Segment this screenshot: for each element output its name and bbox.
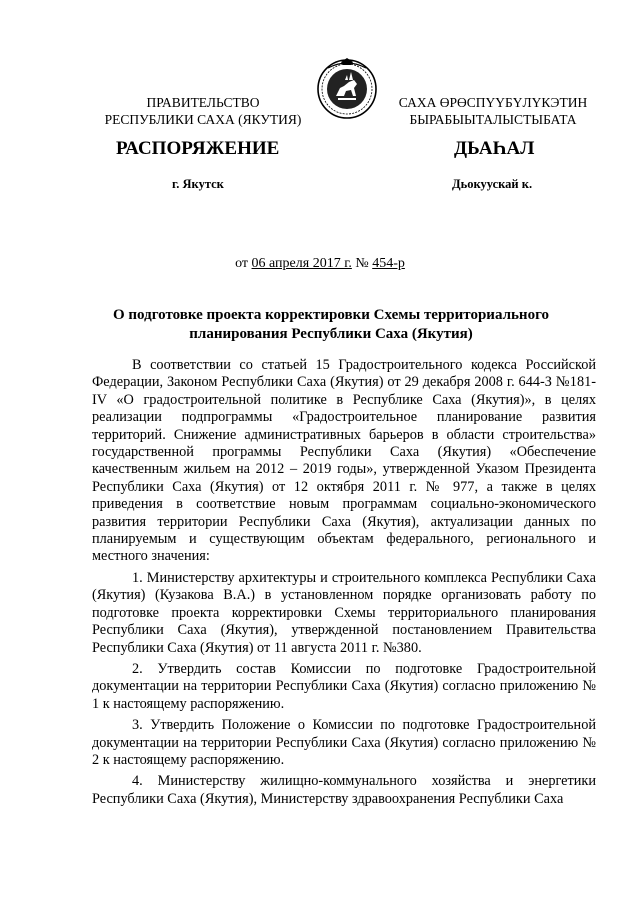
issuer-right xyxy=(378,94,608,128)
paragraph: В соответствии со статьей 15 Градостроительного кодекса Российской Федерации, Законом Республики Саха (Якутия) от 29 декабря 2008 г. 644-З №181-IV «О градостроительной политике в Республике Саха (Якутия)», в целях реализации подпрограммы «Градостроительное планирование развития территорий. Снижение административных барьеров в области строительства» государственной программы Республики Саха (Якутия) «Обеспечение качественным жильем на 2012 – 2019 годы», утвержденной Указом Президента Республики Саха (Якутия) от 12 октября 2011 г. № 977, а также в целях приведения в соответствие новым программам социально-экономического развития территории Республики Саха (Якутия), актуализации данных по планируемым и существующим объектам федерального, регионального и местного значения: xyxy=(92,357,596,565)
order-line xyxy=(0,256,640,272)
order-number: 454-р xyxy=(372,256,405,271)
city-left: г. Якутск xyxy=(172,177,224,191)
paragraph: 1. Министерству архитектуры и строительного комплекса Республики Саха (Якутия) (Кузакова В.А.) в установленном порядке организовать работу по подготовке проекта корректировки Схемы территориального планирования Республики Саха (Якутия), утвержденной постановлением Правительства Республики Саха (Якутия) от 11 августа 2011 г. №380. xyxy=(92,569,596,656)
document-body xyxy=(92,357,596,812)
order-date: 06 апреля 2017 г. xyxy=(251,256,352,271)
order-prefix: от xyxy=(235,256,249,271)
coat-of-arms-icon xyxy=(316,58,378,120)
paragraph: 2. Утвердить состав Комиссии по подготовке Градостроительной документации на территории Республики Саха (Якутия) согласно приложению № 1 к настоящему распоряжению. xyxy=(92,660,596,712)
issuer-left-line1: ПРАВИТЕЛЬСТВО xyxy=(146,95,260,110)
doc-type-right: ДЬАҺАЛ xyxy=(454,138,535,159)
issuer-right-line1: САХА ӨРӨСПҮҮБҮЛҮКЭТИН xyxy=(398,95,588,110)
paragraph: 3. Утвердить Положение о Комиссии по подготовке Градостроительной документации на территории Республики Саха (Якутия) согласно приложению № 2 к настоящему распоряжению. xyxy=(92,717,596,768)
subject-title: О подготовке проекта корректировки Схемы территориального планирования Республики Саха (Якутия) xyxy=(112,307,550,342)
paragraph: 4. Министерству жилищно-коммунального хозяйства и энергетики Республики Саха (Якутия), Министерству здравоохранения Республики Саха xyxy=(92,773,596,807)
issuer-left xyxy=(88,94,318,128)
order-number-label: № xyxy=(355,256,369,271)
issuer-left-line2: РЕСПУБЛИКИ САХА (ЯКУТИЯ) xyxy=(104,112,302,127)
city-right: Дьокуускай к. xyxy=(452,177,533,191)
doc-type-left: РАСПОРЯЖЕНИЕ xyxy=(116,138,280,159)
issuer-right-line2: БЫРАБЫЫТАЛЫСТЫБАТА xyxy=(409,112,577,127)
